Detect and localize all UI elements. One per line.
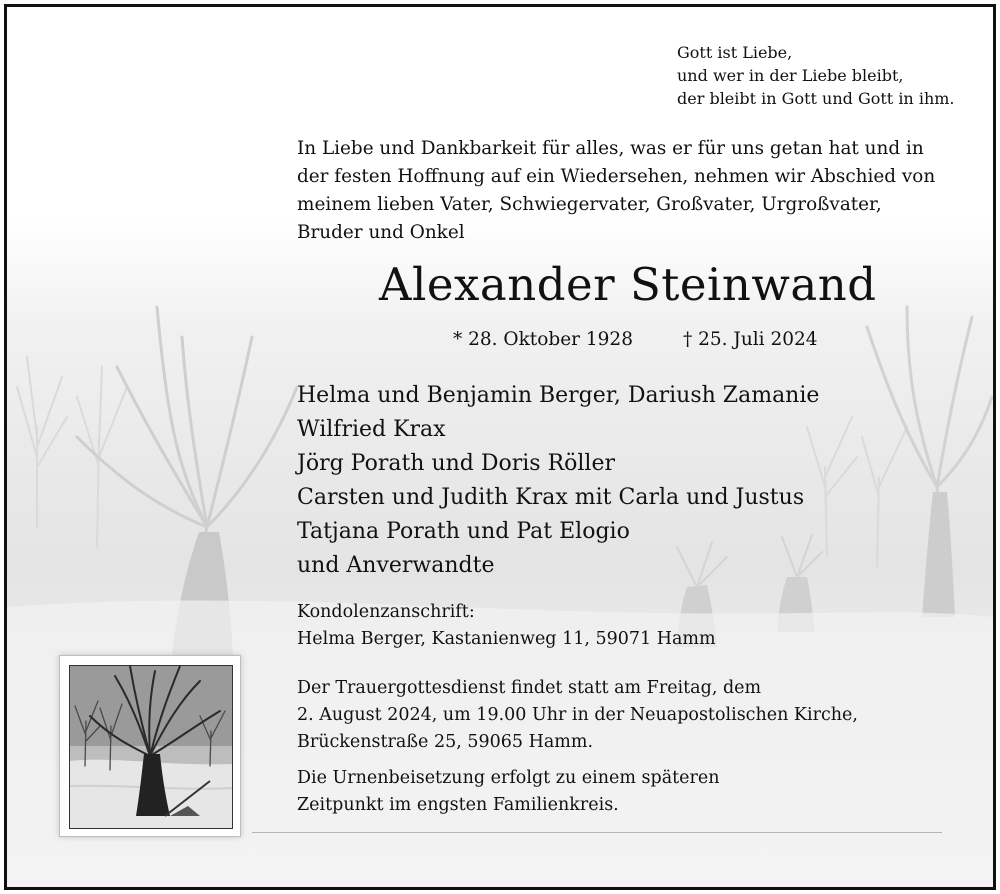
birth-date: * 28. Oktober 1928 [453, 329, 633, 350]
mourner-line: Carsten und Judith Krax mit Carla und Justus [297, 485, 805, 510]
bible-quote [677, 41, 955, 110]
intro-text [297, 135, 935, 247]
condolence-label: Kondolenzanschrift: [297, 602, 475, 622]
photo-frame [59, 655, 241, 837]
mourner-line: Tatjana Porath und Pat Elogio [297, 519, 630, 544]
obituary-frame [4, 4, 996, 890]
condolence-address-line: Helma Berger, Kastanienweg 11, 59071 Hamm [297, 629, 716, 649]
condolence-address [297, 599, 716, 653]
service-line: 2. August 2024, um 19.00 Uhr in der Neuapostolischen Kirche, [297, 705, 858, 725]
mourner-line: Wilfried Krax [297, 417, 446, 442]
willow-photo [69, 665, 233, 829]
quote-line: und wer in der Liebe bleibt, [677, 66, 904, 85]
mourner-line: Helma und Benjamin Berger, Dariush Zamanie [297, 383, 820, 408]
urn-line: Zeitpunkt im engsten Familienkreis. [297, 795, 619, 815]
intro-line: der festen Hoffnung auf ein Wiedersehen, nehmen wir Abschied von [297, 166, 936, 187]
intro-line: meinem lieben Vater, Schwiegervater, Großvater, Urgroßvater, [297, 194, 882, 215]
footer-divider [252, 832, 942, 833]
mourner-line: und Anverwandte [297, 553, 495, 578]
quote-line: der bleibt in Gott und Gott in ihm. [677, 89, 955, 108]
service-line: Brückenstraße 25, 59065 Hamm. [297, 732, 594, 752]
deceased-name: Alexander Steinwand [379, 258, 877, 311]
quote-line: Gott ist Liebe, [677, 43, 793, 62]
urn-burial-info [297, 765, 720, 819]
mourners-list [297, 379, 819, 583]
service-line: Der Trauergottesdienst findet statt am Freitag, dem [297, 678, 762, 698]
intro-line: In Liebe und Dankbarkeit für alles, was er für uns getan hat und in [297, 138, 924, 159]
urn-line: Die Urnenbeisetzung erfolgt zu einem späteren [297, 768, 720, 788]
mourner-line: Jörg Porath und Doris Röller [297, 451, 616, 476]
death-date: † 25. Juli 2024 [683, 329, 818, 350]
intro-line: Bruder und Onkel [297, 222, 465, 243]
funeral-service-info [297, 675, 858, 756]
